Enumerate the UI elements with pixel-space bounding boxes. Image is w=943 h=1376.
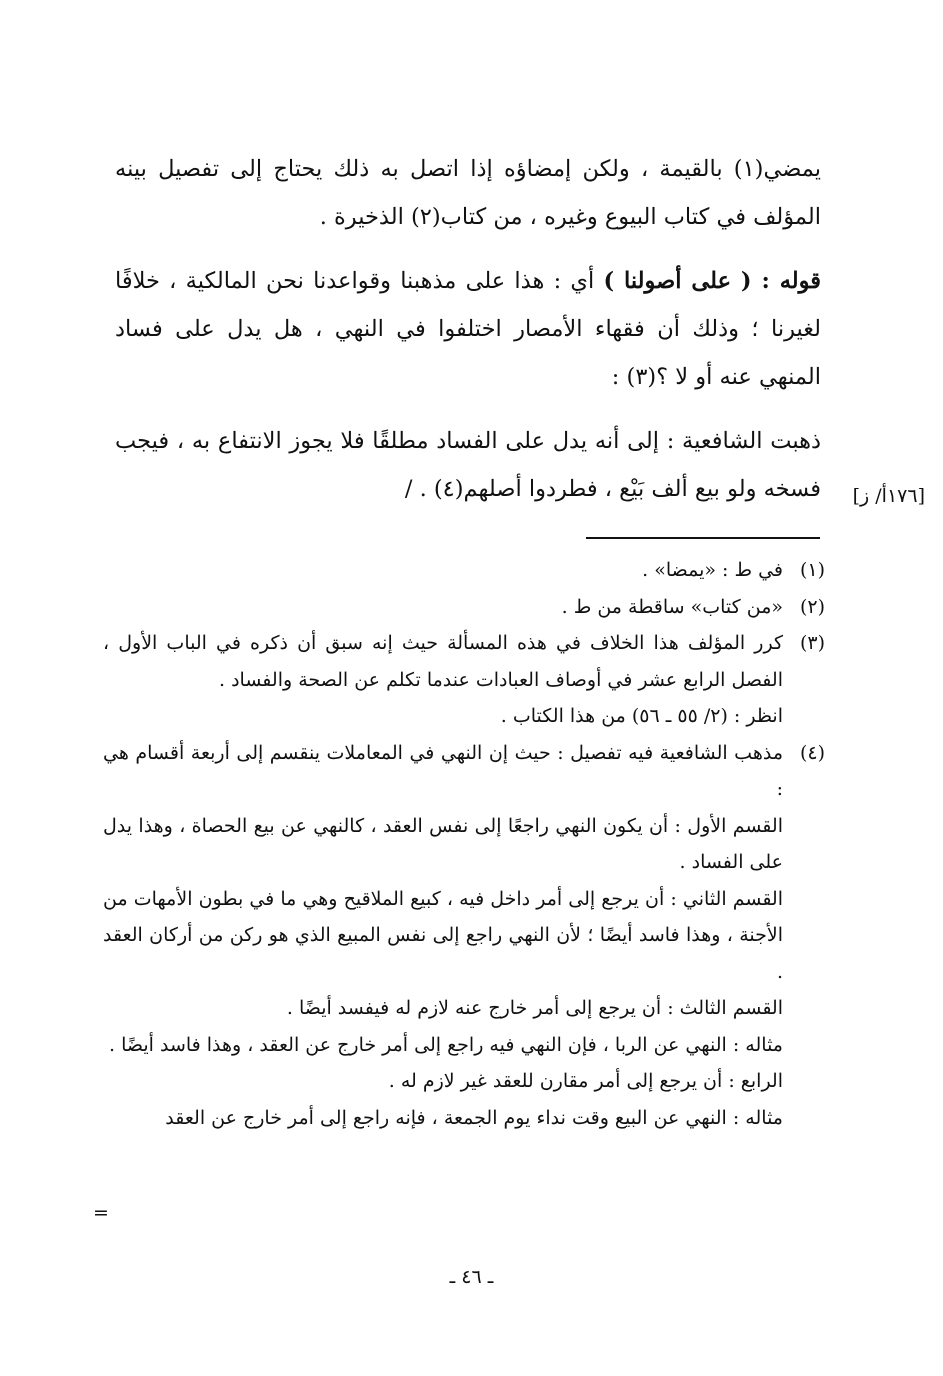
paragraph-3: ذهبت الشافعية : إلى أنه يدل على الفساد مطلقًا فلا يجوز الانتفاع به ، فيجب فسخه ولو بيع ألف بَيْع ، فطردوا أصلهم(٤) . / <box>115 428 821 502</box>
footnote-line: مثاله : النهي عن الربا ، فإن النهي فيه راجع إلى أمر خارج عن العقد ، وهذا فاسد أيضًا . <box>109 1033 783 1056</box>
footnote-4 <box>103 735 825 1137</box>
footnote-line: انظر : (٢/ ٥٥ ـ ٥٦) من هذا الكتاب . <box>500 705 783 727</box>
paragraph-2-text: أي : هذا على مذهبنا وقواعدنا نحن المالكية ، خلافًا لغيرنا ؛ وذلك أن فقهاء الأمصار اختلفوا في النهي ، هل يدل على فساد المنهي عنه أو لا ؟(٣) : <box>115 268 821 390</box>
footnote-text <box>103 735 783 1137</box>
footnote-text <box>103 625 783 735</box>
footnote-line: مذهب الشافعية فيه تفصيل : حيث إن النهي في المعاملات ينقسم إلى أربعة أقسام هي : <box>103 741 783 800</box>
footnote-number: (٢) <box>799 595 825 618</box>
footnote-line: القسم الأول : أن يكون النهي راجعًا إلى نفس العقد ، كالنهي عن بيع الحصاة ، وهذا يدل على الفساد . <box>103 814 783 873</box>
paragraph-1: يمضي(١) بالقيمة ، ولكن إمضاؤه إذا اتصل به ذلك يحتاج إلى تفصيل بينه المؤلف في كتاب البيوع وغيره ، من كتاب(٢) الذخيرة . <box>115 156 821 230</box>
continuation-mark: = <box>93 1202 109 1224</box>
footnote-text <box>103 589 783 626</box>
footnote-line: مثاله : النهي عن البيع وقت نداء يوم الجمعة ، فإنه راجع إلى أمر خارج عن العقد <box>165 1106 783 1129</box>
footnote-2 <box>103 589 825 626</box>
main-text <box>115 145 821 529</box>
footnote-number: (٤) <box>799 741 825 764</box>
page-number: ـ ٤٦ ـ <box>449 1266 494 1288</box>
footnote-number: (٣) <box>799 632 825 654</box>
manuscript-folio-reference: [١٧٦أ/ ز] <box>852 485 925 507</box>
paragraph-2 <box>115 257 821 401</box>
footnote-line: القسم الثاني : أن يرجع إلى أمر داخل فيه ، كبيع الملاقيح وهي ما في بطون الأمهات من الأجنة ، وهذا فاسد أيضًا ؛ لأن النهي راجع إلى نفس المبيع الذي هو ركن من أركان العقد . <box>103 887 783 983</box>
commentary-lead: قوله : ( على أصولنا ) <box>603 268 821 294</box>
footnote-1 <box>103 552 825 589</box>
footnote-line: كرر المؤلف هذا الخلاف في هذه المسألة حيث إنه سبق أن ذكره في الباب الأول ، الفصل الرابع عشر في أوصاف العبادات عندما تكلم عن الصحة والفساد . <box>103 632 783 691</box>
footnote-line: في ط : «يمضا» . <box>642 559 783 581</box>
footnote-text <box>103 552 783 589</box>
footnote-line: القسم الثالث : أن يرجع إلى أمر خارج عنه لازم له فيفسد أيضًا . <box>286 997 783 1019</box>
footnote-3 <box>103 625 825 735</box>
footnote-line: «من كتاب» ساقطة من ط . <box>561 595 783 618</box>
footnote-line: الرابع : أن يرجع إلى أمر مقارن للعقد غير لازم له . <box>388 1070 783 1092</box>
footnote-number: (١) <box>799 559 825 581</box>
footnotes <box>103 552 825 1136</box>
footnote-separator <box>586 537 820 539</box>
